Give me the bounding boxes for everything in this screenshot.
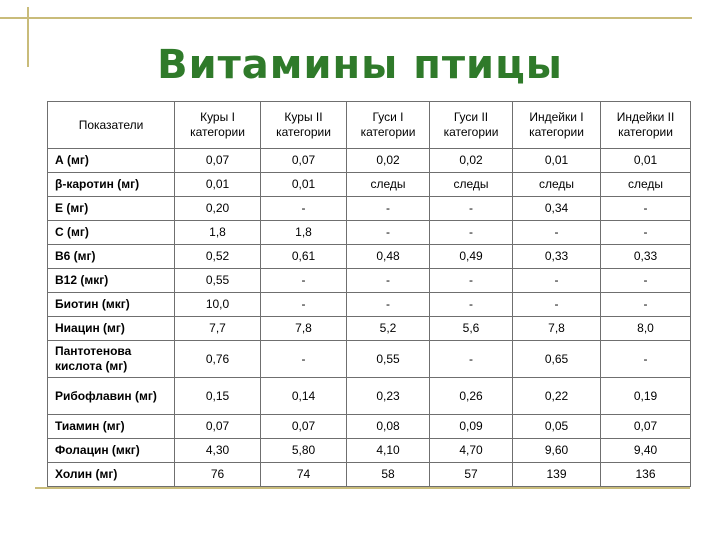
table-cell: следы [430,173,513,197]
table-cell: - [513,269,601,293]
table-row [48,149,691,173]
table-cell: 0,55 [347,341,430,378]
row-label: Ниацин (мг) [48,317,175,341]
header-goose-2: Гуси II категории [430,102,513,149]
table-cell: - [601,293,691,317]
table-cell: 0,01 [261,173,347,197]
table-row [48,317,691,341]
row-label: Холин (мг) [48,463,175,487]
table-cell: 5,6 [430,317,513,341]
table-cell: - [261,293,347,317]
table-cell: 0,01 [175,173,261,197]
table-row [48,415,691,439]
table-cell: 0,23 [347,378,430,415]
table-cell: - [601,341,691,378]
top-decor-line [0,17,692,19]
table-cell: 0,33 [513,245,601,269]
table-cell: - [261,197,347,221]
header-turkey-1: Индейки I категории [513,102,601,149]
table-cell: 0,14 [261,378,347,415]
table-cell: 7,7 [175,317,261,341]
table-row [48,269,691,293]
table-cell: 136 [601,463,691,487]
table-cell: 74 [261,463,347,487]
table-cell: 139 [513,463,601,487]
table-cell: 0,07 [175,415,261,439]
row-label: Тиамин (мг) [48,415,175,439]
table-cell: 0,55 [175,269,261,293]
table-cell: - [601,269,691,293]
table-cell: следы [601,173,691,197]
table-cell: 0,15 [175,378,261,415]
header-turkey-2: Индейки II категории [601,102,691,149]
table-cell: - [347,197,430,221]
table-cell: 9,40 [601,439,691,463]
table-cell: - [513,293,601,317]
table-cell: следы [347,173,430,197]
table-cell: - [601,197,691,221]
row-label: В12 (мкг) [48,269,175,293]
slide-title: Витамины птицы [157,42,563,88]
table-cell: 0,48 [347,245,430,269]
table-cell: 0,49 [430,245,513,269]
table-cell: следы [513,173,601,197]
table-cell: 0,07 [601,415,691,439]
table-cell: 0,19 [601,378,691,415]
table-cell: 10,0 [175,293,261,317]
vitamins-table [47,101,691,487]
table-cell: 4,10 [347,439,430,463]
table-cell: - [430,269,513,293]
table-cell: - [261,341,347,378]
table-cell: 0,76 [175,341,261,378]
table-row [48,173,691,197]
table-cell: - [430,221,513,245]
row-label: А (мг) [48,149,175,173]
bottom-decor-line [35,487,690,489]
table-row [48,245,691,269]
table-body [48,149,691,487]
table-cell: - [347,221,430,245]
table-cell: - [430,341,513,378]
table-cell: - [347,293,430,317]
table-cell: 76 [175,463,261,487]
table-row [48,221,691,245]
table-cell: 5,2 [347,317,430,341]
header-indicator: Показатели [48,102,175,149]
row-label: β-каротин (мг) [48,173,175,197]
header-chicken-2: Куры II категории [261,102,347,149]
table-cell: 7,8 [513,317,601,341]
table-cell: 0,20 [175,197,261,221]
table-row [48,341,691,378]
table-cell: 0,34 [513,197,601,221]
table-row [48,378,691,415]
table-row [48,197,691,221]
row-label: Е (мг) [48,197,175,221]
row-label: С (мг) [48,221,175,245]
table-cell: 7,8 [261,317,347,341]
table-cell: 0,07 [261,149,347,173]
table-cell: 1,8 [261,221,347,245]
table-header-row [48,102,691,149]
table-cell: 0,33 [601,245,691,269]
table-cell: 0,01 [513,149,601,173]
table-cell: 0,26 [430,378,513,415]
table-cell: 5,80 [261,439,347,463]
table-cell: - [261,269,347,293]
table-cell: - [347,269,430,293]
header-goose-1: Гуси I категории [347,102,430,149]
table-cell: - [513,221,601,245]
table-cell: 57 [430,463,513,487]
table-cell: 0,02 [430,149,513,173]
header-chicken-1: Куры I категории [175,102,261,149]
row-label: Биотин (мкг) [48,293,175,317]
table-cell: 0,01 [601,149,691,173]
table-cell: 9,60 [513,439,601,463]
table-cell: 4,30 [175,439,261,463]
table-cell: 0,07 [261,415,347,439]
table-cell: 0,65 [513,341,601,378]
table-cell: - [601,221,691,245]
table-cell: 4,70 [430,439,513,463]
row-label: Фолацин (мкг) [48,439,175,463]
table-cell: 1,8 [175,221,261,245]
table-cell: 0,02 [347,149,430,173]
table-cell: 0,07 [175,149,261,173]
table-row [48,293,691,317]
table-cell: 0,22 [513,378,601,415]
table-cell: 0,52 [175,245,261,269]
table-cell: 0,05 [513,415,601,439]
table-cell: - [430,293,513,317]
table-cell: 0,61 [261,245,347,269]
table-cell: 0,08 [347,415,430,439]
table-cell: 0,09 [430,415,513,439]
table-cell: 58 [347,463,430,487]
row-label: Пантотенова кислота (мг) [48,341,175,378]
table-row [48,439,691,463]
row-label: В6 (мг) [48,245,175,269]
table-cell: - [430,197,513,221]
table-cell: 8,0 [601,317,691,341]
row-label: Рибофлавин (мг) [48,378,175,415]
table-row [48,463,691,487]
